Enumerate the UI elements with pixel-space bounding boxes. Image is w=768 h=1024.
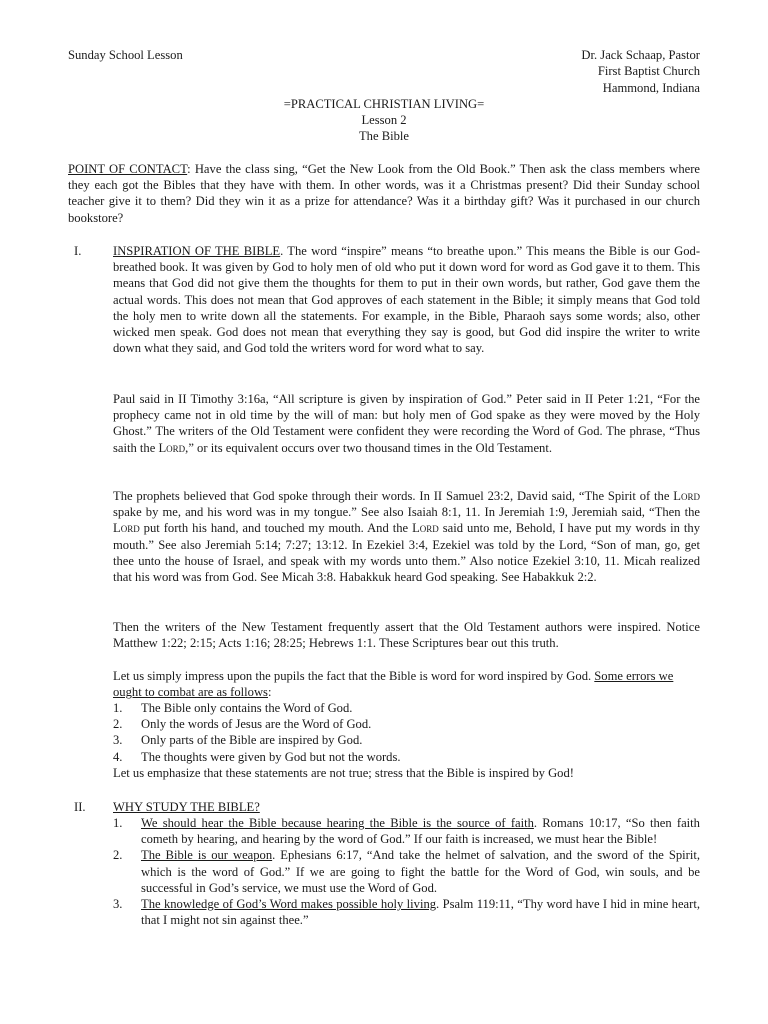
list-item: 3. The knowledge of God’s Word makes possible holy living. Psalm 119:11, “Thy word have I hid in mine heart, that I might not sin against thee.” — [113, 897, 700, 928]
document-title: =PRACTICAL CHRISTIAN LIVING= — [283, 97, 485, 111]
section-1-paragraph-4: Then the writers of the New Testament frequently assert that the Old Testament authors were inspired. Notice Matthew 1:22; 2:15; Acts 1:16; 28:25; Hebrews 1:1. These Scriptures bear out this truth. — [113, 620, 700, 651]
header-location: Hammond, Indiana — [602, 81, 700, 95]
section-2-numeral: II. — [74, 800, 86, 814]
lesson-subject: The Bible — [358, 129, 409, 143]
header-left: Sunday School Lesson — [68, 48, 183, 62]
point-of-contact — [68, 161, 700, 226]
section-1-paragraph-6: Let us emphasize that these statements are not true; stress that the Bible is inspired by God! — [113, 766, 574, 780]
point-of-contact-label: POINT OF CONTACT — [68, 162, 188, 176]
section-1-numeral: I. — [74, 244, 82, 258]
list-item: 2. The Bible is our weapon. Ephesians 6:17, “And take the helmet of salvation, and the sword of the Spirit, which is the word of God.” If we are going to fight the battle for the Word of God, win souls, and be successful in God’s service, we must use the Word of God. — [113, 848, 700, 895]
list-item: 1. We should hear the Bible because hearing the Bible is the source of faith. Romans 10:17, “So then faith cometh by hearing, and hearing by the word of God.” If our faith is increased, we must hear the Bible! — [113, 816, 700, 847]
study-reasons-list — [113, 815, 700, 928]
list-item: 4. The thoughts were given by God but not the words. — [113, 749, 401, 764]
errors-heading: Some errors we ought to combat are as follows — [113, 669, 674, 700]
lord-small-caps: Lord — [158, 440, 186, 455]
section-2-heading: WHY STUDY THE BIBLE? — [113, 800, 260, 814]
header-church: First Baptist Church — [597, 64, 700, 78]
lord-small-caps: Lord — [113, 521, 140, 536]
section-1-paragraph-2: Paul said in II Timothy 3:16a, “All scripture is given by inspiration of God.” Peter said in II Peter 1:21, “For the prophecy came not in old time by the will of man: but holy men of God spake as they were moved by the Holy Ghost.” The writers of the Old Testament were confident they were recording the Word of God. The phrase, “Thus saith the Lord,” or its equivalent occurs over two thousand times in the Old Testament. — [113, 392, 700, 455]
section-1-paragraph-5: Let us simply impress upon the pupils the fact that the Bible is word for word inspired by God. Some errors we ought to combat are as follows: — [113, 669, 674, 700]
header-pastor: Dr. Jack Schaap, Pastor — [581, 48, 700, 62]
point-of-contact-text: : Have the class sing, “Get the New Look from the Old Book.” Then ask the class members where they each got the Bibles that they have with them. In other words, was it a Christmas present? Did their Sunday school teacher give it to them? Did they win it as a prize for attendance? Was it a birthday gift? Was it purchased in our church bookstore? — [68, 162, 700, 225]
list-item: 1. The Bible only contains the Word of God. — [113, 701, 353, 715]
errors-list — [113, 700, 700, 765]
lord-small-caps: Lord — [673, 489, 700, 503]
section-1-heading: INSPIRATION OF THE BIBLE — [113, 244, 281, 258]
lesson-number: Lesson 2 — [361, 113, 407, 127]
section-1-paragraph-1: . The word “inspire” means “to breathe upon.” This means the Bible is our God-breathed book. It was given by God to holy men of old who put it down word for word as God gave it to them. This means that God did not give them the thoughts for them to put in their own words, but rather, God gave them the actual words. This does not mean that God approves of each statement in the Bible; it simply means that God told the holy men to write down all the statements. For example, in the Bible, Pharaoh says some words; also, other wicked men speak. God does not mean that everything they say is good, but God did inspire the writer to write down what they said, and God told the writers word for word what to say. — [113, 244, 701, 356]
section-1-paragraph-3: The prophets believed that God spoke through their words. In II Samuel 23:2, David said, “The Spirit of the Lord spake by me, and his word was in my tongue.” See also Isaiah 8:1, 11. In Jeremiah 1:9, Jeremiah said, “Then the Lord put forth his hand, and touched my mouth. And the Lord said unto me, Behold, I have put my words in thy mouth.” See also Jeremiah 5:14; 7:27; 13:12. In Ezekiel 3:4, Ezekiel was told by the Lord, “Son of man, go, get thee unto the house of Israel, and speak with my words unto them.” Also notice Ezekiel 3:10, 11. Micah realized that his word was from God. See Micah 3:8. Habakkuk heard God speaking. See Habakkuk 2:2. — [113, 489, 700, 585]
lord-small-caps: Lord — [412, 521, 439, 536]
section-1-intro — [113, 243, 700, 356]
list-item: 3. Only parts of the Bible are inspired by God. — [113, 733, 363, 748]
list-item: 2. Only the words of Jesus are the Word of God. — [113, 717, 372, 732]
